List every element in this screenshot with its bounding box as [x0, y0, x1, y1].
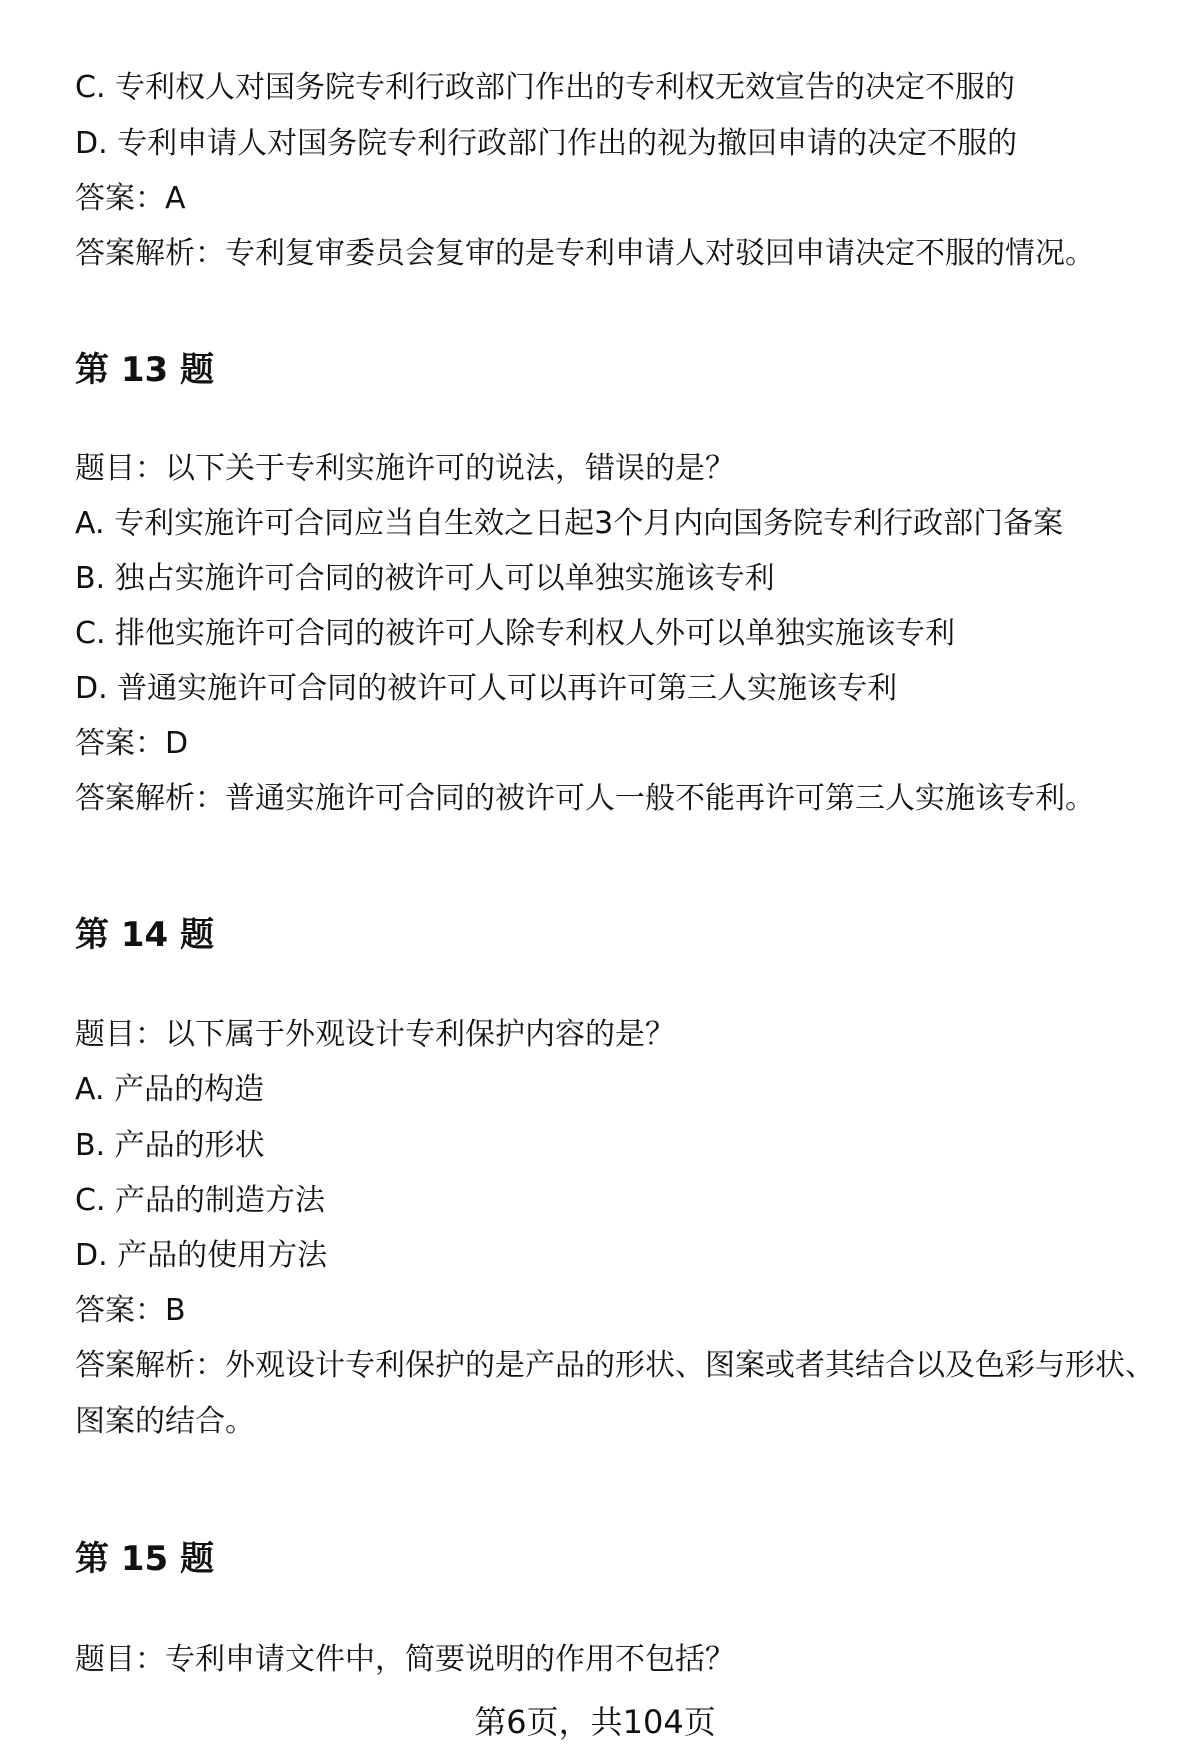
- q15-heading: 第 15 题: [75, 1539, 214, 1579]
- q15-question: 题目：专利申请文件中，简要说明的作用不包括？: [75, 1642, 735, 1677]
- q14-option-d: D. 产品的使用方法: [75, 1238, 328, 1273]
- q13-option-b: B. 独占实施许可合同的被许可人可以单独实施该专利: [75, 561, 775, 596]
- q14-analysis-line1: 答案解析：外观设计专利保护的是产品的形状、图案或者其结合以及色彩与形状、: [75, 1348, 1155, 1383]
- q12-analysis: 答案解析：专利复审委员会复审的是专利申请人对驳回申请决定不服的情况。: [75, 236, 1095, 271]
- q13-option-c: C. 排他实施许可合同的被许可人除专利权人外可以单独实施该专利: [75, 616, 956, 651]
- q13-option-d: D. 普通实施许可合同的被许可人可以再许可第三人实施该专利: [75, 671, 898, 706]
- q12-option-d: D. 专利申请人对国务院专利行政部门作出的视为撤回申请的决定不服的: [75, 126, 1018, 161]
- q13-answer: 答案：D: [75, 726, 189, 761]
- q13-option-a: A. 专利实施许可合同应当自生效之日起3个月内向国务院专利行政部门备案: [75, 506, 1064, 541]
- q13-analysis: 答案解析：普通实施许可合同的被许可人一般不能再许可第三人实施该专利。: [75, 781, 1095, 816]
- q14-option-b: B. 产品的形状: [75, 1128, 265, 1163]
- q12-answer: 答案：A: [75, 181, 186, 216]
- q12-option-c: C. 专利权人对国务院专利行政部门作出的专利权无效宣告的决定不服的: [75, 70, 1016, 105]
- q14-heading: 第 14 题: [75, 915, 214, 955]
- q14-question: 题目：以下属于外观设计专利保护内容的是？: [75, 1017, 675, 1052]
- q14-option-c: C. 产品的制造方法: [75, 1183, 326, 1218]
- q14-answer: 答案：B: [75, 1293, 186, 1328]
- q14-option-a: A. 产品的构造: [75, 1072, 265, 1107]
- q13-heading: 第 13 题: [75, 350, 214, 390]
- q14-analysis-line2: 图案的结合。: [75, 1404, 255, 1439]
- page-number-footer: 第6页，共104页: [474, 1703, 716, 1741]
- q13-question: 题目：以下关于专利实施许可的说法，错误的是？: [75, 451, 735, 486]
